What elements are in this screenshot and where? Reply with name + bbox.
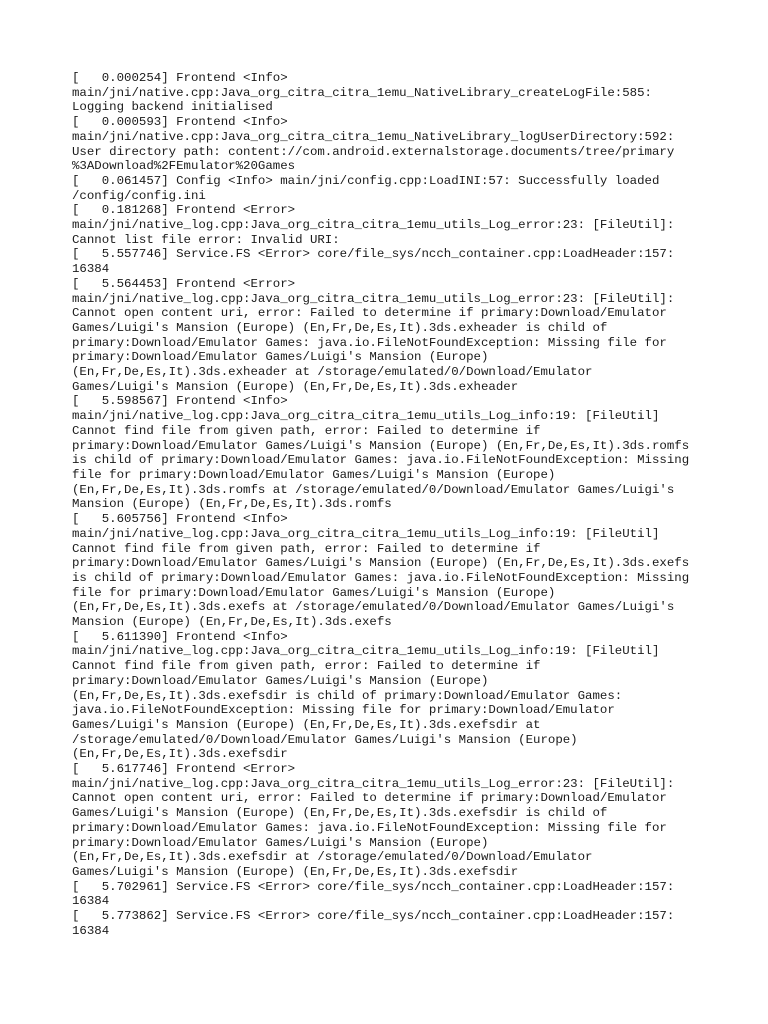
log-line: Games/Luigi's Mansion (Europe) (En,Fr,De,Es,It).3ds.exefsdir at xyxy=(72,717,541,732)
log-line: 16384 xyxy=(72,894,110,909)
log-line: main/jni/native_log.cpp:Java_org_citra_citra_1emu_utils_Log_info:19: [FileUtil] xyxy=(72,409,660,424)
log-line: primary:Download/Emulator Games/Luigi's Mansion (Europe) xyxy=(72,673,489,688)
log-line: main/jni/native_log.cpp:Java_org_citra_citra_1emu_utils_Log_info:19: [FileUtil] xyxy=(72,644,660,659)
log-line: Logging backend initialised xyxy=(72,100,273,115)
log-line: %3ADownload%2FEmulator%20Games xyxy=(72,159,296,174)
log-line: [ 0.181268] Frontend <Error> xyxy=(72,203,296,218)
log-line: main/jni/native_log.cpp:Java_org_citra_citra_1emu_utils_Log_error:23: [FileUtil]: xyxy=(72,218,675,233)
log-line: Cannot open content uri, error: Failed to determine if primary:Download/Emulator xyxy=(72,306,667,321)
log-line: [ 5.605756] Frontend <Info> xyxy=(72,512,288,527)
log-line: (En,Fr,De,Es,It).3ds.exefsdir xyxy=(72,747,288,762)
log-document xyxy=(72,71,712,938)
log-line: [ 5.773862] Service.FS <Error> core/file_sys/ncch_container.cpp:LoadHeader:157: xyxy=(72,909,675,924)
log-line: java.io.FileNotFoundException: Missing file for primary:Download/Emulator xyxy=(72,703,615,718)
log-line: main/jni/native.cpp:Java_org_citra_citra_1emu_NativeLibrary_logUserDirectory:592: xyxy=(72,129,675,144)
log-line: main/jni/native_log.cpp:Java_org_citra_citra_1emu_utils_Log_error:23: [FileUtil]: xyxy=(72,776,675,791)
log-line: Games/Luigi's Mansion (Europe) (En,Fr,De,Es,It).3ds.exefsdir xyxy=(72,864,519,879)
log-line: Cannot find file from given path, error: Failed to determine if xyxy=(72,423,541,438)
log-line: is child of primary:Download/Emulator Games: java.io.FileNotFoundException: Missing xyxy=(72,570,690,585)
log-line: primary:Download/Emulator Games/Luigi's Mansion (Europe) (En,Fr,De,Es,It).3ds.romfs xyxy=(72,438,690,453)
log-line: 16384 xyxy=(72,923,110,938)
log-line: Mansion (Europe) (En,Fr,De,Es,It).3ds.romfs xyxy=(72,497,392,512)
log-line: [ 0.000593] Frontend <Info> xyxy=(72,115,288,130)
log-line: [ 5.564453] Frontend <Error> xyxy=(72,276,296,291)
log-line: main/jni/native_log.cpp:Java_org_citra_citra_1emu_utils_Log_error:23: [FileUtil]: xyxy=(72,291,675,306)
log-line: main/jni/native.cpp:Java_org_citra_citra_1emu_NativeLibrary_createLogFile:585: xyxy=(72,85,652,100)
log-line: Games/Luigi's Mansion (Europe) (En,Fr,De,Es,It).3ds.exheader is child of xyxy=(72,320,608,335)
log-line: [ 5.617746] Frontend <Error> xyxy=(72,762,296,777)
log-line: file for primary:Download/Emulator Games/Luigi's Mansion (Europe) xyxy=(72,467,556,482)
log-line: Cannot find file from given path, error: Failed to determine if xyxy=(72,541,541,556)
log-line: primary:Download/Emulator Games/Luigi's Mansion (Europe) xyxy=(72,835,489,850)
log-line: primary:Download/Emulator Games: java.io.FileNotFoundException: Missing file for xyxy=(72,820,667,835)
log-line: file for primary:Download/Emulator Games/Luigi's Mansion (Europe) xyxy=(72,585,556,600)
log-line: Cannot list file error: Invalid URI: xyxy=(72,232,340,247)
log-line: (En,Fr,De,Es,It).3ds.exefsdir is child of primary:Download/Emulator Games: xyxy=(72,688,623,703)
log-line: [ 5.702961] Service.FS <Error> core/file_sys/ncch_container.cpp:LoadHeader:157: xyxy=(72,879,675,894)
log-line: [ 5.598567] Frontend <Info> xyxy=(72,394,288,409)
log-line: (En,Fr,De,Es,It).3ds.romfs at /storage/emulated/0/Download/Emulator Games/Luigi's xyxy=(72,482,675,497)
log-line: (En,Fr,De,Es,It).3ds.exefs at /storage/emulated/0/Download/Emulator Games/Luigi's xyxy=(72,600,675,615)
log-line: (En,Fr,De,Es,It).3ds.exefsdir at /storage/emulated/0/Download/Emulator xyxy=(72,850,593,865)
log-line: /config/config.ini xyxy=(72,188,206,203)
log-line: Games/Luigi's Mansion (Europe) (En,Fr,De,Es,It).3ds.exheader xyxy=(72,379,519,394)
log-line: primary:Download/Emulator Games/Luigi's Mansion (Europe) xyxy=(72,350,489,365)
log-line: Mansion (Europe) (En,Fr,De,Es,It).3ds.exefs xyxy=(72,615,392,630)
log-line: [ 0.000254] Frontend <Info> xyxy=(72,71,288,85)
log-line: Cannot open content uri, error: Failed to determine if primary:Download/Emulator xyxy=(72,791,667,806)
log-line: main/jni/native_log.cpp:Java_org_citra_citra_1emu_utils_Log_info:19: [FileUtil] xyxy=(72,526,660,541)
log-line: 16384 xyxy=(72,262,110,277)
log-line: primary:Download/Emulator Games/Luigi's Mansion (Europe) (En,Fr,De,Es,It).3ds.exefs xyxy=(72,556,690,571)
log-line: Games/Luigi's Mansion (Europe) (En,Fr,De,Es,It).3ds.exefsdir is child of xyxy=(72,806,608,821)
log-line: User directory path: content://com.android.externalstorage.documents/tree/primary xyxy=(72,144,675,159)
log-line: /storage/emulated/0/Download/Emulator Games/Luigi's Mansion (Europe) xyxy=(72,732,578,747)
log-line: [ 5.557746] Service.FS <Error> core/file_sys/ncch_container.cpp:LoadHeader:157: xyxy=(72,247,675,262)
log-line: (En,Fr,De,Es,It).3ds.exheader at /storage/emulated/0/Download/Emulator xyxy=(72,365,593,380)
log-line: primary:Download/Emulator Games: java.io.FileNotFoundException: Missing file for xyxy=(72,335,667,350)
log-line: [ 5.611390] Frontend <Info> xyxy=(72,629,288,644)
log-line: is child of primary:Download/Emulator Games: java.io.FileNotFoundException: Missing xyxy=(72,453,690,468)
log-line: [ 0.061457] Config <Info> main/jni/config.cpp:LoadINI:57: Successfully loaded xyxy=(72,173,660,188)
log-line: Cannot find file from given path, error: Failed to determine if xyxy=(72,659,541,674)
